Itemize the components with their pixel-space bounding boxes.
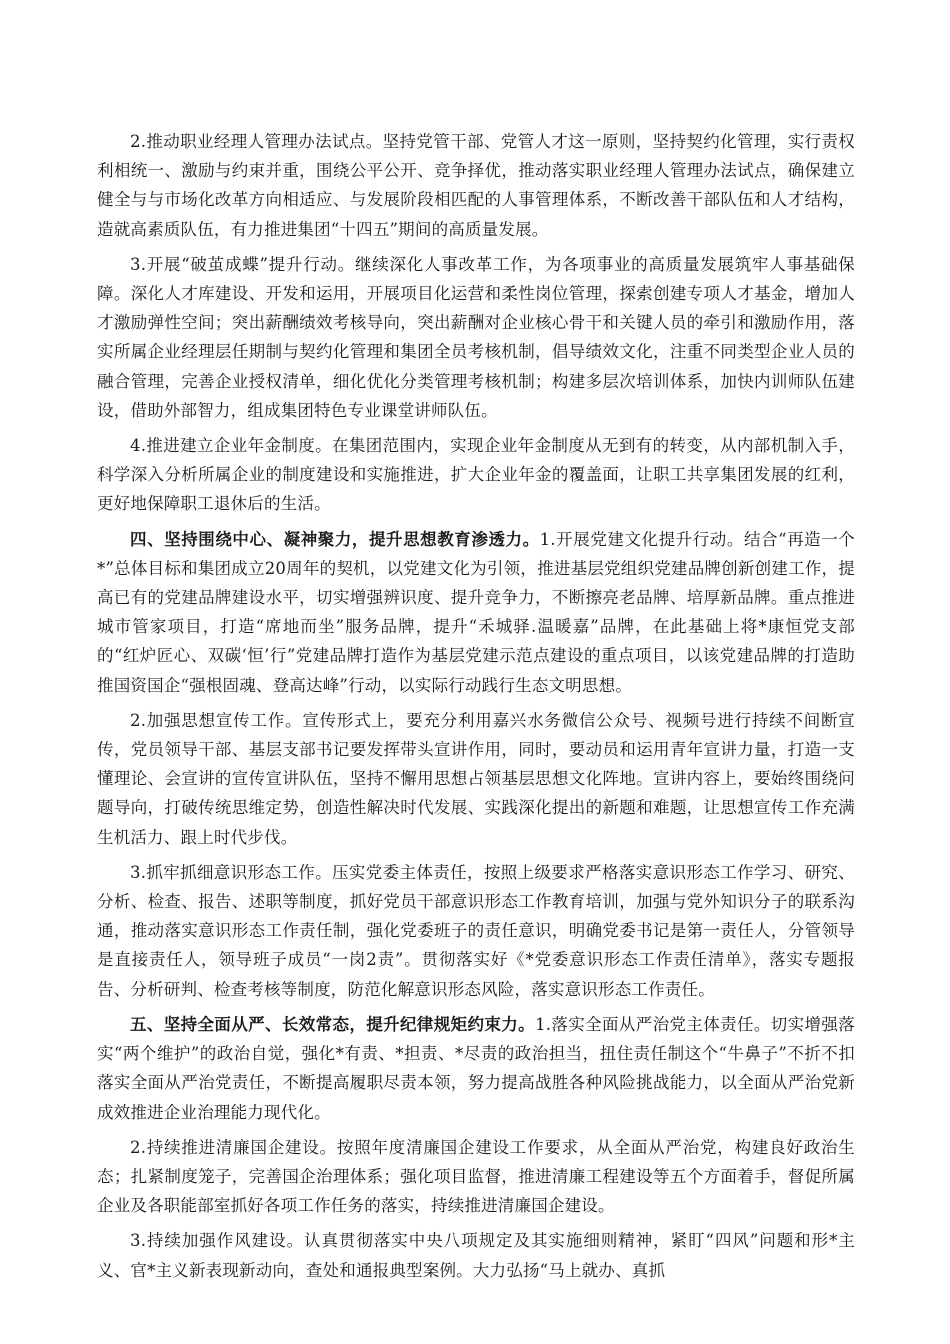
paragraph-8-text: 2.持续推进清廉国企建设。按照年度清廉国企建设工作要求，从全面从严治党，构建良好政治生态；扎紧制度笼子，完善国企治理体系；强化项目监督，推进清廉工程建设等五个方面着手，督促所属企业及各职能部室抓好各项工作任务的落实，持续推进清廉国企建设。: [97, 1137, 855, 1216]
section-4-paragraph: [97, 525, 855, 700]
paragraph-5: [97, 706, 855, 852]
paragraph-2-text: 3.开展“破茧成蝶”提升行动。继续深化人事改革工作，为各项事业的高质量发展筑牢人事基础保障。深化人才库建设、开发和运用，开展项目化运营和柔性岗位管理，探索创建专项人才基金，增加人才激励弹性空间；突出薪酬绩效考核导向，突出薪酬对企业核心骨干和关键人员的牵引和激励作用，落实所属企业经理层任期制与契约化管理和集团全员考核机制，倡导绩效文化，注重不同类型企业人员的融合管理，完善企业授权清单，细化优化分类管理考核机制；构建多层次培训体系，加快内训师队伍建设，借助外部智力，组成集团特色专业课堂讲师队伍。: [97, 254, 855, 420]
paragraph-3-text: 4.推进建立企业年金制度。在集团范围内，实现企业年金制度从无到有的转变，从内部机制入手，科学深入分析所属企业的制度建设和实施推进，扩大企业年金的覆盖面，让职工共享集团发展的红利，更好地保障职工退休后的生活。: [97, 436, 855, 514]
paragraph-1: [97, 127, 855, 244]
section-4-heading: 四、坚持围绕中心、凝神聚力，提升思想教育渗透力。: [130, 529, 540, 549]
paragraph-3: [97, 431, 855, 519]
paragraph-5-text: 2.加强思想宣传工作。宣传形式上，要充分利用嘉兴水务微信公众号、视频号进行持续不间断宣传，党员领导干部、基层支部书记要发挥带头宣讲作用，同时，要动员和运用青年宣讲力量，打造一支懂理论、会宣讲的宣传宣讲队伍，坚持不懈用思想占领基层思想文化阵地。宣讲内容上，要始终围绕问题导向，打破传统思维定势，创造性解决时代发展、实践深化提出的新题和难题，让思想宣传工作充满生机活力、跟上时代步伐。: [97, 710, 855, 847]
paragraph-6-text: 3.抓牢抓细意识形态工作。压实党委主体责任，按照上级要求严格落实意识形态工作学习、研究、分析、检查、报告、述职等制度，抓好党员干部意识形态工作教育培训，加强与党外知识分子的联系沟通，推动落实意识形态工作责任制，强化党委班子的责任意识，明确党委书记是第一责任人，分管领导是直接责任人，领导班子成员“一岗2责”。贯彻落实好《*党委意识形态工作责任清单》，落实专题报告、分析研判、检查考核等制度，防范化解意识形态风险，落实意识形态工作责任。: [97, 862, 855, 999]
paragraph-9-text: 3.持续加强作风建设。认真贯彻落实中央八项规定及其实施细则精神，紧盯“四风”问题和形*主义、官*主义新表现新动向，查处和通报典型案例。大力弘扬“马上就办、真抓: [97, 1231, 855, 1280]
paragraph-9: [97, 1226, 855, 1284]
section-5-paragraph: [97, 1010, 855, 1127]
paragraph-8: [97, 1133, 855, 1221]
document-page: [97, 127, 855, 1291]
paragraph-6: [97, 858, 855, 1004]
paragraph-1-text: 2.推动职业经理人管理办法试点。坚持党管干部、党管人才这一原则，坚持契约化管理，实行责权利相统一、激励与约束并重，围绕公平公开、竞争择优，推动落实职业经理人管理办法试点，确保建立健全与与市场化改革方向相适应、与发展阶段相匹配的人事管理体系，不断改善干部队伍和人才结构，造就高素质队伍，有力推进集团“十四五”期间的高质量发展。: [97, 132, 855, 239]
paragraph-2: [97, 250, 855, 425]
section-5-text: 1.落实全面从严治党主体责任。切实增强落实“两个维护”的政治自觉，强化*有责、*担责、*尽责的政治担当，扭住责任制这个“牛鼻子”不折不扣落实全面从严治党责任，不断提高履职尽责本领，努力提高战胜各种风险挑战能力，以全面从严治党新成效推进企业治理能力现代化。: [97, 1014, 855, 1122]
section-5-heading: 五、坚持全面从严、长效常态，提升纪律规矩约束力。: [130, 1014, 536, 1034]
section-4-text: 1.开展党建文化提升行动。结合“再造一个*”总体目标和集团成立20周年的契机，以党建文化为引领，推进基层党组织党建品牌创新创建工作，提高已有的党建品牌建设水平，切实增强辨识度、提升竞争力，不断擦亮老品牌、培厚新品牌。重点推进城市管家项目，打造“席地而坐”服务品牌，提升“禾城驿.温暖嘉”品牌，在此基础上将*康恒党支部的“红炉匠心、双碳‘恒’行”党建品牌打造作为基层党建示范点建设的重点项目，以该党建品牌的打造助推国资国企“强根固魂、登高达峰”行动，以实际行动践行生态文明思想。: [97, 529, 855, 695]
